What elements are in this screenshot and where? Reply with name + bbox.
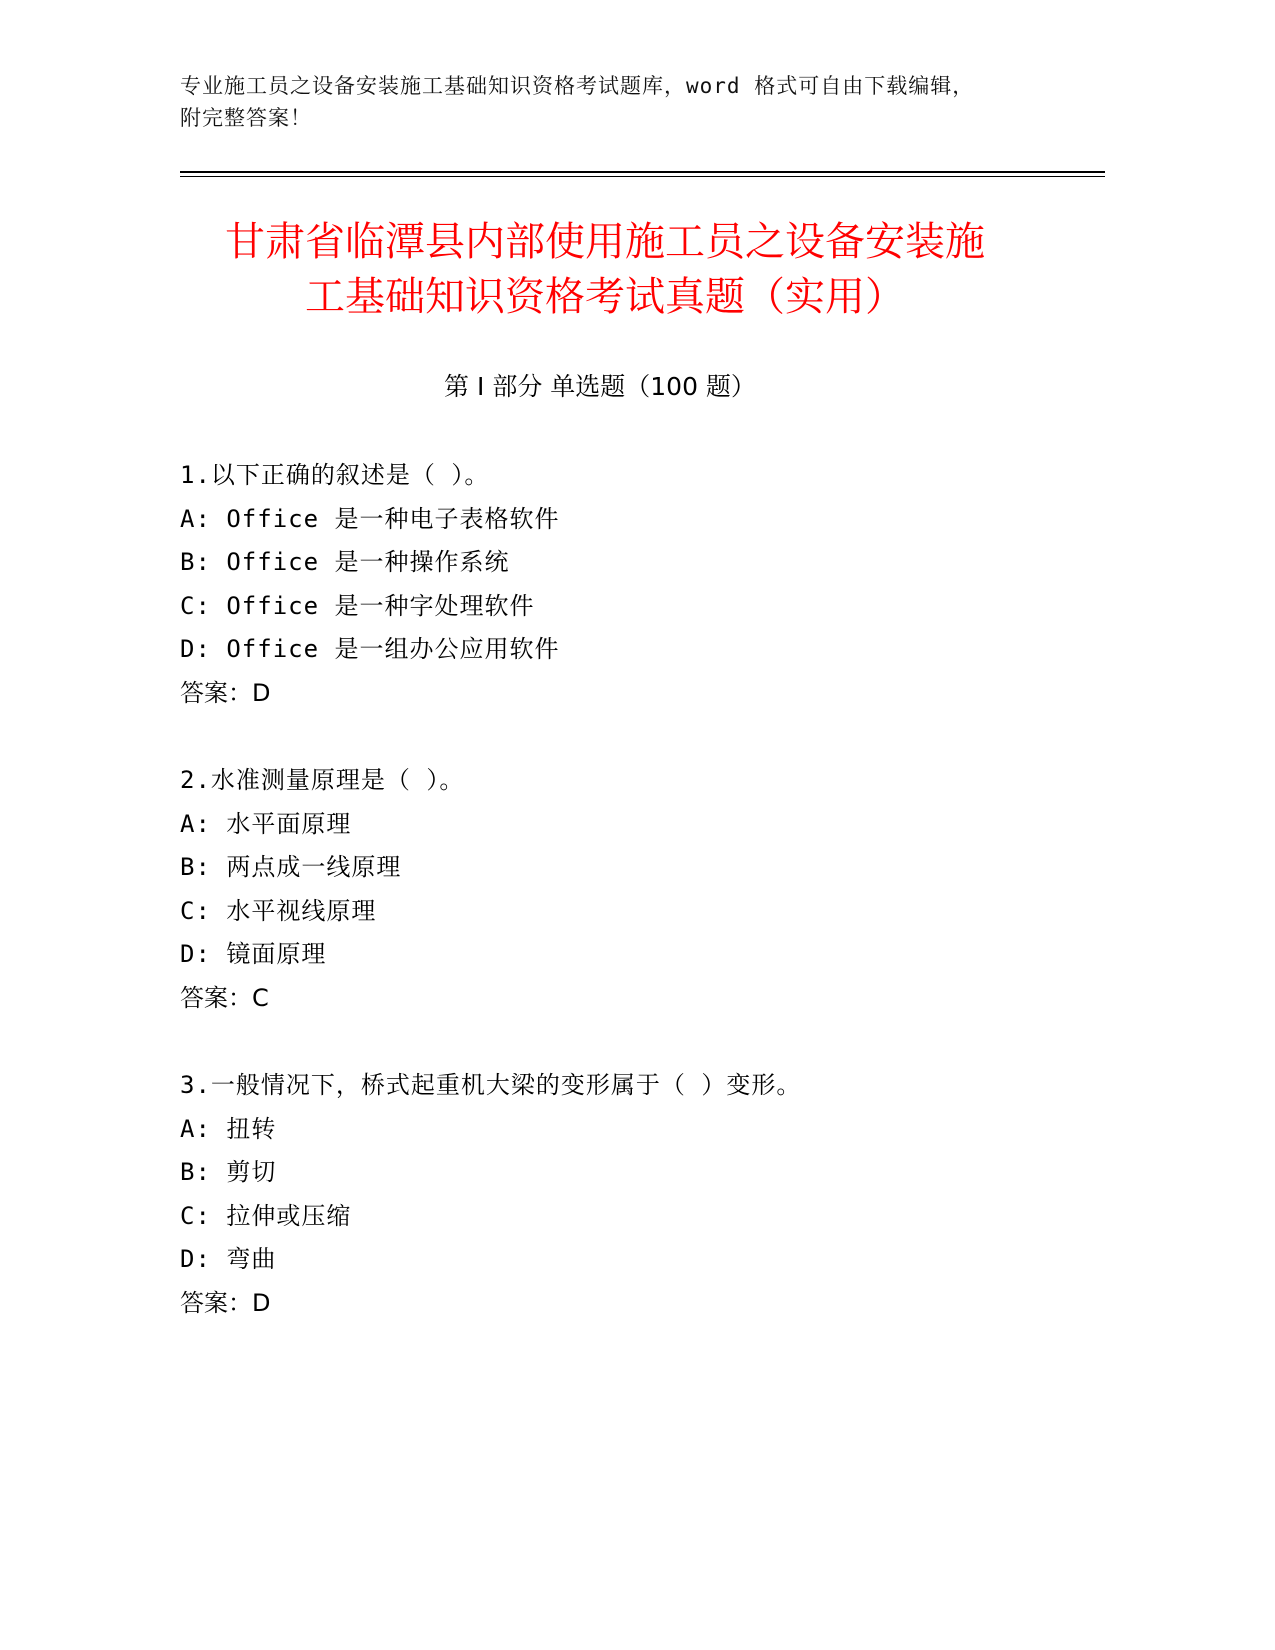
document-title	[160, 215, 1050, 325]
question-stem: 3.一般情况下，桥式起重机大梁的变形属于（ ）变形。	[180, 1071, 802, 1099]
question-1	[180, 454, 1080, 715]
option-d: D: 镜面原理	[180, 940, 327, 968]
question-2	[180, 759, 1080, 1020]
option-b: B: 两点成一线原理	[180, 853, 402, 881]
option-a: A: Office 是一种电子表格软件	[180, 504, 560, 533]
option-d: D: 弯曲	[180, 1245, 277, 1273]
header-divider-thin	[180, 176, 1105, 177]
answer: 答案：C	[180, 983, 269, 1012]
question-stem: 1.以下正确的叙述是（ ）。	[180, 461, 490, 489]
section-title: 第 I 部分 单选题（100 题）	[444, 372, 756, 401]
option-a: A: 水平面原理	[180, 809, 352, 838]
option-b: B: Office 是一种操作系统	[180, 548, 510, 576]
document-title-line-1: 甘肃省临潭县内部使用施工员之设备安装施	[225, 219, 985, 265]
option-c: C: 拉伸或压缩	[180, 1201, 352, 1230]
option-d: D: Office 是一组办公应用软件	[180, 635, 560, 663]
header-note-line-2: 附完整答案！	[180, 106, 312, 130]
document-title-line-2: 工基础知识资格考试真题（实用）	[305, 274, 905, 320]
answer: 答案：D	[180, 1288, 271, 1317]
option-c: C: 水平视线原理	[180, 896, 377, 925]
header-note	[180, 70, 1080, 134]
header-note-line-1: 专业施工员之设备安装施工基础知识资格考试题库，word 格式可自由下载编辑，	[180, 74, 975, 98]
answer: 答案：D	[180, 678, 271, 707]
question-3	[180, 1064, 1080, 1325]
question-stem: 2.水准测量原理是（ ）。	[180, 766, 465, 794]
option-c: C: Office 是一种字处理软件	[180, 591, 535, 620]
option-b: B: 剪切	[180, 1158, 277, 1186]
header-divider-thick	[180, 171, 1105, 173]
option-a: A: 扭转	[180, 1114, 277, 1143]
